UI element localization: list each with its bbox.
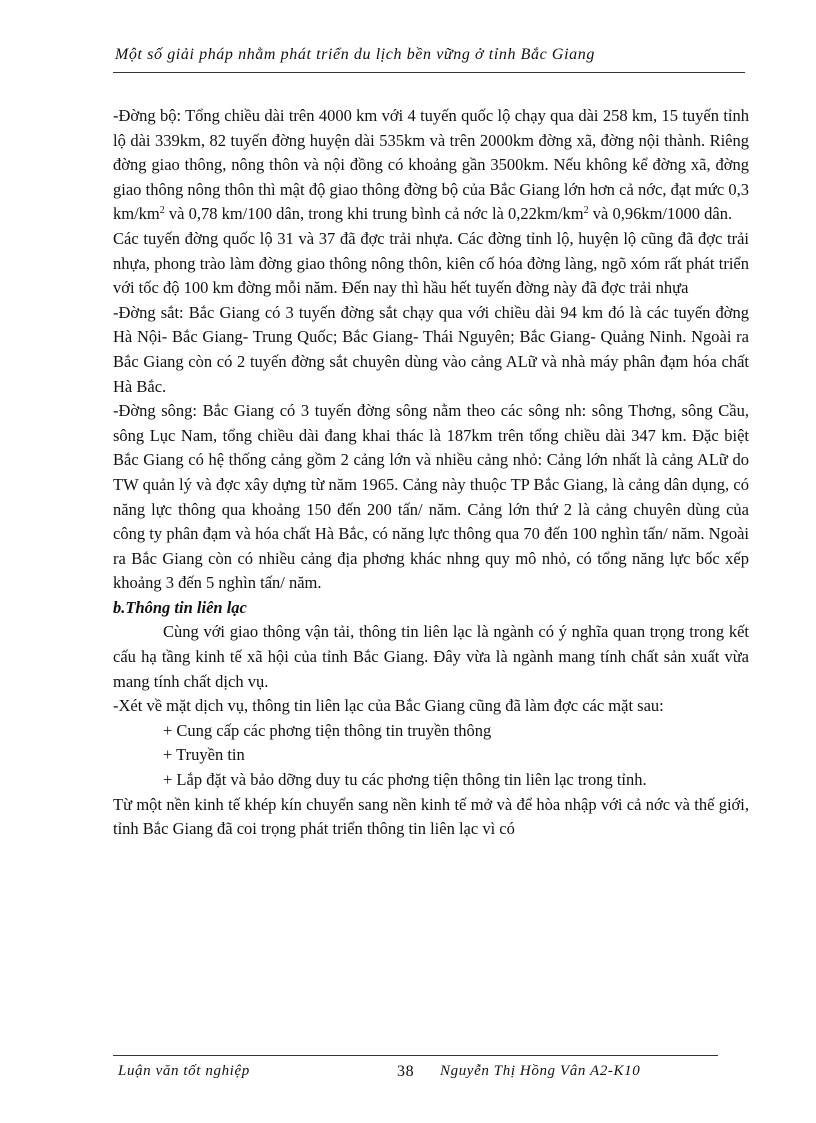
paragraph-rail: -Đờng sắt: Bắc Giang có 3 tuyến đờng sắt chạy qua với chiều dài 94 km đó là các tuyến đờng Hà Nội- Bắc Giang- Trung Quốc; Bắc Giang- Thái Nguyên; Bắc Giang- Quảng Ninh. Ngoài ra Bắc Giang còn có 2 tuyến đờng sắt chuyên dùng vào cảng ALữ và nhà máy phân đạm hóa chất Hà Bắc. bbox=[113, 302, 749, 396]
page-number: 38 bbox=[397, 1063, 415, 1080]
footer-author: Nguyễn Thị Hồng Vân A2-K10 bbox=[440, 1063, 641, 1079]
paragraph-communication-intro: Cùng với giao thông vận tải, thông tin liên lạc là ngành có ý nghĩa quan trọng trong kết cấu hạ tầng kinh tế xã hội của tỉnh Bắc Giang. Đây vừa là ngành mang tính chất sản xuất vừa mang tính chất dịch vụ. bbox=[113, 622, 749, 691]
bullet-item: + Lắp đặt và bảo dỡng duy tu các phơng tiện thông tin liên lạc trong tỉnh. bbox=[163, 770, 647, 790]
superscript-2: 2 bbox=[159, 205, 165, 217]
header-rule bbox=[113, 72, 745, 73]
bullet-item: + Truyền tin bbox=[163, 745, 245, 765]
road-text-2: và 0,78 km/100 dân, trong khi trung bình cả nớc là 0,22km/km bbox=[164, 204, 584, 224]
footer-rule bbox=[113, 1055, 718, 1056]
bullet-item: + Cung cấp các phơng tiện thông tin truyền thông bbox=[163, 720, 492, 740]
running-header: Một số giải pháp nhằm phát triển du lịch bền vững ở tỉnh Bắc Giang bbox=[115, 46, 595, 63]
paragraph-road-surfacing: Các tuyến đờng quốc lộ 31 và 37 đã đợc trải nhựa. Các đờng tỉnh lộ, huyện lộ cũng đã đợc trải nhựa, phong trào làm đờng giao thông nông thôn, kiên cố hóa đờng làng, ngõ xóm rất phát triển với tốc độ 100 km đờng mỗi năm. Đến nay thì hầu hết tuyến đờng này đã đợc trải nhựa bbox=[113, 228, 749, 298]
road-text-3: và 0,96km/1000 dân. bbox=[588, 204, 733, 224]
footer-thesis-label: Luận văn tốt nghiệp bbox=[118, 1063, 250, 1079]
superscript-2: 2 bbox=[583, 205, 589, 217]
paragraph-communication-services: -Xét về mặt dịch vụ, thông tin liên lạc của Bắc Giang cũng đã làm đợc các mặt sau: bbox=[113, 696, 664, 716]
paragraph-river: -Đờng sông: Bắc Giang có 3 tuyến đờng sông nằm theo các sông nh: sông Thơng, sông Cầu, sông Lục Nam, tổng chiều dài đang khai thác là 187km trên tổng chiều dài 347 km. Đặc biệt Bắc Giang có hệ thống cảng gồm 2 cảng lớn và nhiều cảng nhỏ: Cảng lớn nhất là cảng ALữ do TW quản lý và đợc xây dựng từ năm 1965. Cảng này thuộc TP Bắc Giang, là cảng dân dụng, có năng lực thông qua khoảng 150 đến 200 tấn/ năm. Cảng lớn thứ 2 là cảng chuyên dùng của công ty phân đạm và hóa chất Hà Bắc, có năng lực thông qua 70 đến 100 nghìn tấn/ năm. Ngoài ra Bắc Giang còn có nhiều cảng địa phơng khác nhng quy mô nhỏ, có tổng năng lực bốc xếp khoảng 3 đến 5 nghìn tấn/ năm. bbox=[113, 401, 749, 593]
road-text-1: -Đờng bộ: Tổng chiều dài trên 4000 km với 4 tuyến quốc lộ chạy qua dài 258 km, 15 tuyến tỉnh lộ dài 339km, 82 tuyến đờng huyện dài 535km và trên 2000km đờng xã, đờng nội thành. Riêng đờng giao thông, nông thôn và nội đồng có khoảng gần 3500km. Nếu không kể đờng xã, đờng giao thông nông thôn thì mật độ giao thông đờng bộ của Bắc Giang lớn hơn cả nớc, đạt mức 0,3 km/km bbox=[113, 106, 749, 224]
paragraph-communication-development: Từ một nền kinh tế khép kín chuyển sang nền kinh tế mở và để hòa nhập với cả nớc và thế giới, tỉnh Bắc Giang đã coi trọng phát triển thông tin liên lạc vì có bbox=[113, 794, 749, 839]
section-heading: b.Thông tin liên lạc bbox=[113, 597, 247, 617]
paragraph-road bbox=[113, 104, 749, 227]
page-body bbox=[113, 104, 749, 842]
